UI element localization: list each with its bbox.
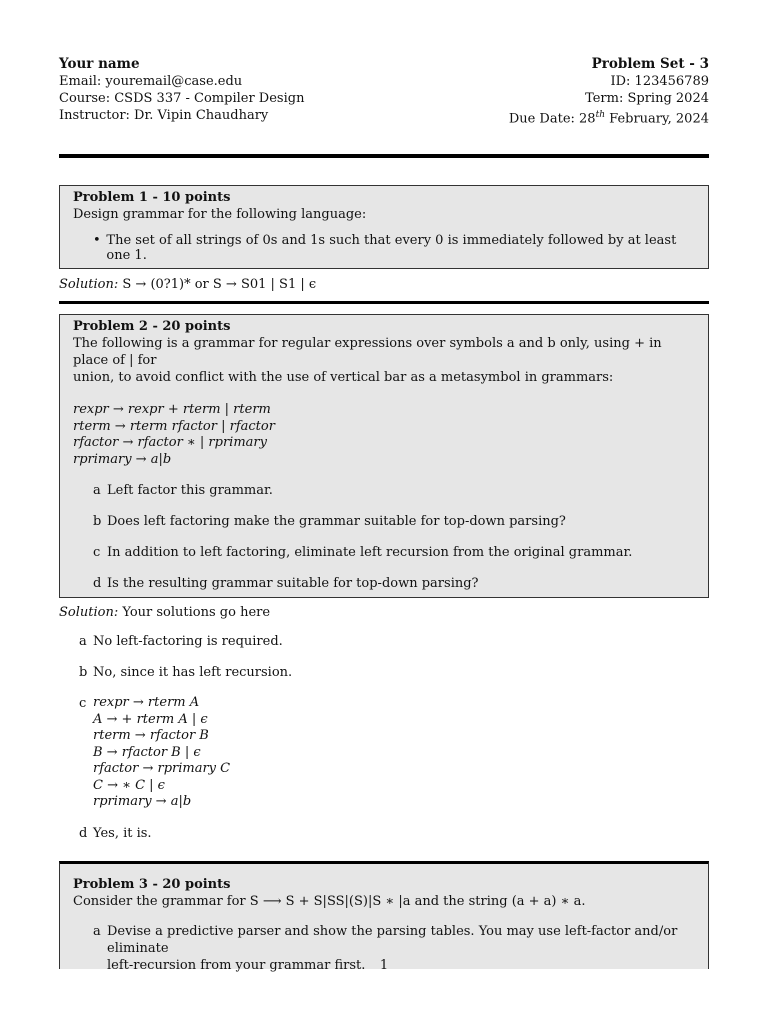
due-date: Due Date: 28th February, 2024 — [508, 110, 709, 127]
email: Email: youremail@case.edu — [59, 74, 243, 89]
problem-2-items — [93, 482, 695, 592]
grammar-rule: rterm → rterm rfactor | rfactor — [73, 418, 275, 434]
problem-set-title: Problem Set - 3 — [591, 56, 709, 72]
problem-3-title: Problem 3 - 20 points — [73, 876, 231, 892]
problem-1-bullet: • The set of all strings of 0s and 1s such that every 0 is immediately followed by at least one 1. — [93, 233, 677, 264]
problem-2-box — [59, 314, 709, 598]
grammar-rule: rterm → rfactor B — [93, 728, 209, 744]
answer-a: a No left-factoring is required. — [79, 634, 283, 650]
problem-2-text-1: The following is a grammar for regular expressions over symbols a and b only, using + in place of | for — [73, 336, 662, 369]
course: Course: CSDS 337 - Compiler Design — [59, 91, 305, 106]
list-item: a Devise a predictive parser and show the parsing tables. You may use left-factor and/or eliminate left-recursion from your grammar first. — [93, 923, 678, 973]
grammar-rule: rfactor → rprimary C — [93, 761, 231, 777]
instructor: Instructor: Dr. Vipin Chaudhary — [59, 108, 269, 123]
grammar-rule: B → rfactor B | ϵ — [93, 744, 201, 760]
problem-2-grammar — [73, 402, 695, 468]
grammar-rule: rexpr → rexpr + rterm | rterm — [73, 402, 271, 418]
answer-c: c rexpr → rterm A A → + rterm A | ϵ rterm → rfactor B B → rfactor B | ϵ rfactor → rprimary C C → ∗ C | ϵ rprimary → a|b — [79, 695, 231, 810]
header-divider — [59, 154, 709, 158]
student-name: Your name — [59, 56, 140, 72]
problem-3-box — [59, 861, 709, 973]
problem-1-text: Design grammar for the following language: — [73, 207, 367, 223]
problem-2-solution: Solution: Your solutions go here — [59, 605, 271, 621]
problem-2-text-2: union, to avoid conflict with the use of vertical bar as a metasymbol in grammars: — [73, 370, 614, 386]
grammar-rule: rprimary → a|b — [93, 794, 192, 810]
problem-1-solution: Solution: S → (0?1)* or S → S01 | S1 | ϵ — [59, 277, 317, 293]
problem-1-box — [59, 185, 709, 269]
student-id: ID: 123456789 — [610, 74, 709, 89]
grammar-rule: C → ∗ C | ϵ — [93, 777, 165, 793]
problem-2-divider — [59, 301, 709, 304]
list-item: c In addition to left factoring, eliminate left recursion from the original grammar. — [93, 545, 633, 561]
list-item: a Left factor this grammar. — [93, 483, 273, 499]
list-item: d Is the resulting grammar suitable for top-down parsing? — [93, 576, 479, 592]
list-item: b Does left factoring make the grammar suitable for top-down parsing? — [93, 514, 566, 530]
answer-b: b No, since it has left recursion. — [79, 665, 293, 681]
problem-1-title: Problem 1 - 10 points — [73, 190, 231, 206]
answer-d: d Yes, it is. — [79, 825, 152, 841]
term: Term: Spring 2024 — [585, 91, 709, 106]
problem-2-title: Problem 2 - 20 points — [73, 319, 231, 335]
header — [59, 56, 709, 127]
bullet-icon: • — [93, 233, 101, 249]
grammar-rule: rfactor → rfactor ∗ | rprimary — [73, 435, 267, 451]
problem-3-text: Consider the grammar for S ⟶ S + S|SS|(S)|S ∗ |a and the string (a + a) ∗ a. — [73, 893, 586, 909]
problem-2-answers — [79, 633, 709, 842]
page — [59, 56, 709, 973]
grammar-rule: rprimary → a|b — [73, 451, 172, 467]
page-number: 1 — [379, 958, 389, 973]
grammar-rule: rexpr → rterm A — [93, 695, 200, 711]
grammar-rule: A → + rterm A | ϵ — [93, 711, 208, 727]
